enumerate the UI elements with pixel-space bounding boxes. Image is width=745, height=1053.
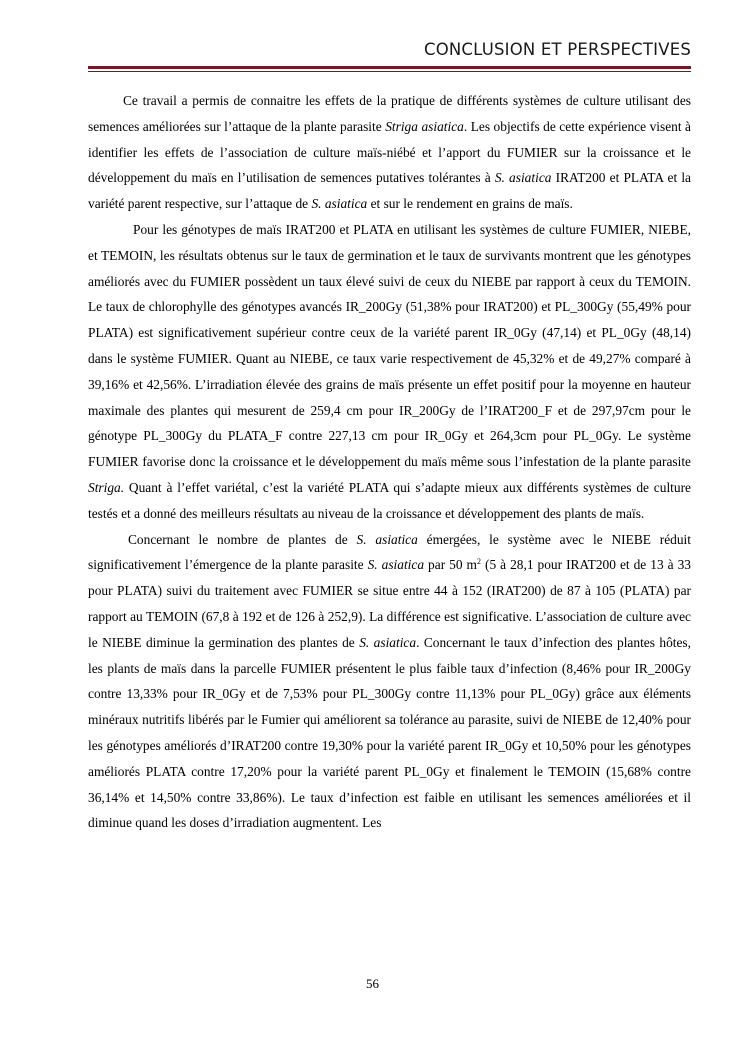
text-run: émergées, le système avec le NIEBE réduit significativement l’émergence de la plante parasite bbox=[88, 531, 691, 573]
italic-term: S. asiatica bbox=[359, 634, 417, 650]
paragraph bbox=[88, 88, 691, 217]
page-number: 56 bbox=[366, 976, 379, 991]
header-rule-thin bbox=[88, 71, 691, 72]
italic-term: Striga. bbox=[88, 479, 125, 495]
text-run: IRAT200 et PLATA et la variété parent respective, sur l’attaque de bbox=[88, 170, 691, 212]
text-run: (5 à 28,1 pour IRAT200 et de 13 à 33 pour PLATA) suivi du traitement avec FUMIER se situe entre 44 à 152 (IRAT200) de 87 à 105 (PLATA) par rapport au TEMOIN (67,8 à 192 et de 126 à 252,9). La différence est significative. L’association de culture avec le NIEBE diminue la germination des plantes de bbox=[88, 557, 691, 650]
paragraph bbox=[88, 527, 691, 837]
italic-term: S. asiatica bbox=[494, 170, 552, 186]
italic-term: Striga asiatica bbox=[385, 118, 464, 134]
italic-term: S. asiatica bbox=[311, 196, 368, 212]
text-run: Pour les génotypes de maïs IRAT200 et PLATA en utilisant les systèmes de culture FUMIER, NIEBE, et TEMOIN, les résultats obtenus sur le taux de germination et le taux de survivants montrent que les génotypes améliorés avec du FUMIER possèdent un taux élevé suivi de ceux du NIEBE par rapport à ceux du TEMOIN. Le taux de chlorophylle des génotypes avancés IR_200Gy (51,38% pour IRAT200) et PL_300Gy (55,49% pour PLATA) est significativement supérieur contre ceux de la variété parent IR_0Gy (47,14) et PL_0Gy (48,14) dans le système FUMIER. Quant au NIEBE, ce taux varie respectivement de 45,32% et de 49,27% comparé à 39,16% et 42,56%. L’irradiation élevée des grains de maïs présente un effet positif pour la moyenne en hauteur maximale des plantes qui mesurent de 259,4 cm pour IR_200Gy de l’IRAT200_F et de 297,97cm pour le génotype PL_300Gy du PLATA_F contre 227,13 cm pour IR_0Gy et 264,3cm pour PL_0Gy. Le système FUMIER favorise donc la croissance et le développement du maïs même sous l’infestation de la plante parasite bbox=[88, 221, 691, 470]
paragraph bbox=[88, 217, 691, 527]
italic-term: S. asiatica bbox=[367, 557, 425, 573]
text-run: . Concernant le taux d’infection des plantes hôtes, les plants de maïs dans la parcelle FUMIER présentent le plus faible taux d’infection (8,46% pour IR_200Gy contre 13,33% pour IR_0Gy et de 7,53% pour PL_300Gy contre 11,13% pour PL_0Gy) grâce aux éléments minéraux nutritifs libérés par le Fumier qui améliorent sa tolérance au parasite, suivi de NIEBE de 12,40% pour les génotypes améliorés d’IRAT200 contre 19,30% pour la variété parent IR_0Gy et 10,50% pour les génotypes améliorés PLATA contre 17,20% pour la variété parent PL_0Gy et finalement le TEMOIN (15,68% contre 36,14% et 14,50% contre 33,86%). Le taux d’infection est faible en utilisant les semences améliorées et il diminue quand les doses d’irradiation augmentent. Les bbox=[88, 634, 691, 831]
body-text bbox=[88, 88, 691, 836]
text-run: par 50 m bbox=[424, 557, 477, 573]
superscript: 2 bbox=[476, 557, 481, 567]
text-run: Quant à l’effet variétal, c’est la variété PLATA qui s’adapte mieux aux différents systèmes de culture testés et a donné des meilleurs résultats au niveau de la croissance et développement des plants de maïs. bbox=[88, 479, 691, 521]
header-rule-thick bbox=[88, 66, 691, 69]
text-run: Ce travail a permis de connaitre les effets de la pratique de différents systèmes de culture utilisant des semences améliorées sur l’attaque de la plante parasite bbox=[88, 93, 691, 134]
text-run: et sur le rendement en grains de maïs. bbox=[367, 196, 573, 212]
italic-term: S. asiatica bbox=[356, 531, 418, 547]
running-header: CONCLUSION ET PERSPECTIVES bbox=[423, 40, 691, 59]
text-run: Concernant le nombre de plantes de bbox=[128, 531, 357, 547]
text-run: . Les objectifs de cette expérience visent à identifier les effets de l’association de culture maïs-niébé et l’apport du FUMIER sur la croissance et le développement du maïs en l’utilisation de semences putatives tolérantes à bbox=[88, 118, 691, 186]
